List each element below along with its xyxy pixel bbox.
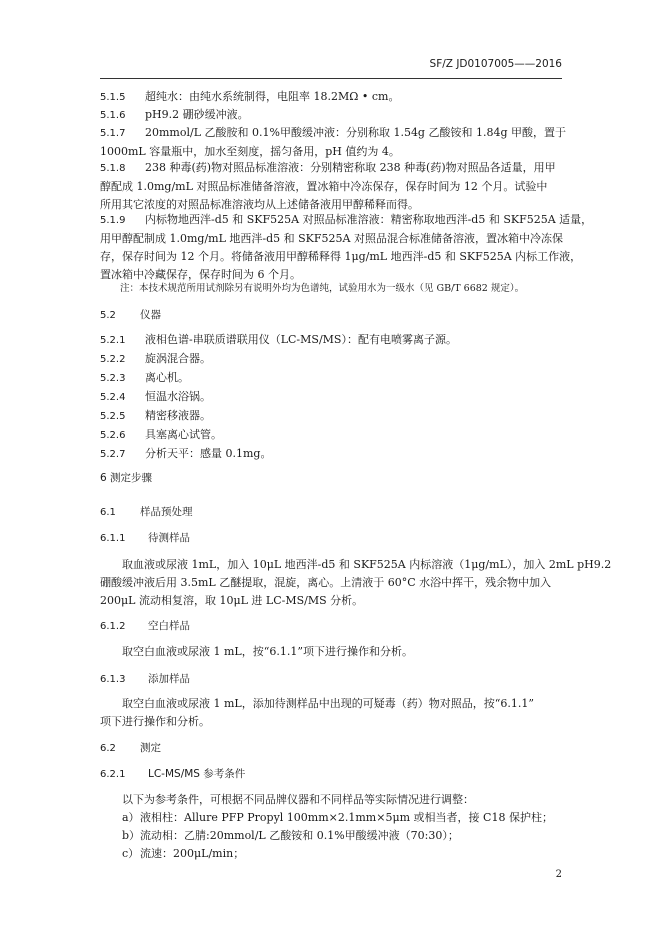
clause-text: 20mmol/L 乙酸胺和 0.1%甲酸缓冲液：分别称取 1.54g 乙酸铵和 1.84g 甲酸，置于 <box>145 126 567 139</box>
document-id: SF/Z JD0107005——2016 <box>429 58 562 70</box>
list-text: 液相柱：Allure PFP Propyl 100mm×2.1mm×5μm 或相当者，接 C18 保护柱； <box>140 811 553 824</box>
section-6-heading <box>100 469 562 487</box>
clause-text: 用甲醇配制成 1.0mg/mL 地西泮-d5 和 SKF525A 对照品混合标准储备溶液，置冰箱中冷冻保 <box>100 232 563 245</box>
section-title: 样品预处理 <box>140 506 193 518</box>
instrument-item <box>100 350 562 369</box>
section-6-2-1-heading <box>100 765 562 784</box>
clause-text: pH9.2 硼砂缓冲液。 <box>145 108 249 121</box>
section-6-1-1-heading <box>100 529 562 548</box>
paragraph-line: 项下进行操作和分析。 <box>100 715 210 728</box>
section-6-2-heading <box>100 739 562 758</box>
clause-text: 旋涡混合器。 <box>145 352 211 365</box>
clause-number: 5.2.4 <box>100 392 126 403</box>
clause-number: 5.2.3 <box>100 373 126 384</box>
instrument-item <box>100 388 562 407</box>
section-title: 空白样品 <box>148 620 190 632</box>
section-number: 6.1 <box>100 507 116 518</box>
reagent-5-1-8 <box>100 159 562 214</box>
list-text: 流动相：乙腈:20mmol/L 乙酸铵和 0.1%甲酸缓冲液（70:30）； <box>140 829 459 842</box>
section-number: 6.1.2 <box>100 621 126 632</box>
section-5-2-heading <box>100 306 562 325</box>
clause-number: 5.2.6 <box>100 430 126 441</box>
paragraph-line: 以下为参考条件，可根据不同品牌仪器和不同样品等实际情况进行调整： <box>122 793 474 806</box>
clause-text: 离心机。 <box>145 371 189 384</box>
section-title: 添加样品 <box>148 673 190 685</box>
paragraph-line: 硼酸缓冲液后用 3.5mL 乙醚提取，混旋，离心。上清液于 60°C 水浴中挥干，残余物中加入 <box>100 576 552 589</box>
condition-item <box>100 845 562 863</box>
clause-text: 置冰箱中冷藏保存，保存时间为 6 个月。 <box>100 268 301 281</box>
paragraph-line: 取空白血液或尿液 1 mL，添加待测样品中出现的可疑毒（药）物对照品，按“6.1.1” <box>122 697 534 710</box>
paragraph-line: 取空白血液或尿液 1 mL，按“6.1.1”项下进行操作和分析。 <box>122 645 413 658</box>
section-number: 6.2.1 <box>100 769 126 780</box>
instrument-item <box>100 445 562 464</box>
section-title: 测定步骤 <box>110 472 153 484</box>
clause-number: 5.2.7 <box>100 449 126 460</box>
reagent-note: 注：本技术规范所用试剂除另有说明外均为色谱纯，试验用水为一级水（见 GB/T 6682 规定）。 <box>120 283 525 294</box>
section-6-1-3-body <box>100 695 562 731</box>
page-number: 2 <box>555 869 562 880</box>
section-title: 待测样品 <box>148 532 190 544</box>
condition-item <box>100 809 562 827</box>
section-6-1-3-heading <box>100 670 562 689</box>
clause-text: 存，保存时间为 12 个月。将储备液用甲醇稀释得 1μg/mL 地西泮-d5 和 SKF525A 内标工作液， <box>100 250 582 263</box>
instrument-item <box>100 369 562 388</box>
clause-number: 5.2.2 <box>100 354 126 365</box>
list-label: a） <box>122 811 140 824</box>
instrument-item <box>100 331 562 350</box>
section-number: 6 <box>100 472 107 484</box>
clause-number: 5.1.9 <box>100 215 126 226</box>
section-number: 5.2 <box>100 310 116 321</box>
clause-text: 超纯水：由纯水系统制得，电阻率 18.2MΩ • cm。 <box>145 90 400 103</box>
list-label: b） <box>122 829 141 842</box>
reagent-5-1-5 <box>100 88 562 107</box>
clause-text: 所用其它浓度的对照品标准溶液均从上述储备液用甲醇稀释而得。 <box>100 198 419 211</box>
paragraph-line: 取血液或尿液 1mL，加入 10μL 地西泮-d5 和 SKF525A 内标溶液（1μg/mL），加入 2mL pH9.2 <box>122 558 612 571</box>
section-6-1-2-heading <box>100 617 562 636</box>
clause-number: 5.2.1 <box>100 335 126 346</box>
clause-text: 恒温水浴锅。 <box>145 390 211 403</box>
section-number: 6.1.3 <box>100 674 126 685</box>
clause-text: 238 种毒(药)物对照品标准溶液：分别精密称取 238 种毒(药)物对照品各适量，用甲 <box>145 161 556 174</box>
reagent-5-1-9 <box>100 211 593 284</box>
clause-text: 液相色谱-串联质谱联用仪（LC-MS/MS）：配有电喷雾离子源。 <box>145 333 457 346</box>
section-number: 6.1.1 <box>100 533 126 544</box>
section-title: 仪器 <box>140 309 161 321</box>
reagent-5-1-6 <box>100 106 562 125</box>
section-number: 6.2 <box>100 743 116 754</box>
reagent-5-1-7 <box>100 124 567 161</box>
section-6-1-2-body <box>100 643 562 661</box>
clause-text: 1000mL 容量瓶中，加水至刻度，摇匀备用，pH 值约为 4。 <box>100 145 400 158</box>
clause-number: 5.1.8 <box>100 163 126 174</box>
list-text: 流速：200μL/min； <box>140 847 245 860</box>
clause-number: 5.1.5 <box>100 92 126 103</box>
clause-number: 5.2.5 <box>100 411 126 422</box>
section-6-2-1-body <box>100 791 562 863</box>
clause-number: 5.1.6 <box>100 110 126 121</box>
clause-text: 分析天平：感量 0.1mg。 <box>145 447 272 460</box>
section-6-1-1-body <box>100 556 612 610</box>
clause-text: 具塞离心试管。 <box>145 428 222 441</box>
condition-item <box>100 827 562 845</box>
clause-text: 精密移液器。 <box>145 409 211 422</box>
header-rule <box>100 78 562 79</box>
section-title: LC-MS/MS 参考条件 <box>148 768 246 780</box>
clause-text: 内标物地西泮-d5 和 SKF525A 对照品标准溶液：精密称取地西泮-d5 和 SKF525A 适量， <box>145 213 593 226</box>
section-title: 测定 <box>140 742 161 754</box>
paragraph-line: 200μL 流动相复溶，取 10μL 进 LC-MS/MS 分析。 <box>100 594 364 607</box>
clause-text: 醇配成 1.0mg/mL 对照品标准储备溶液，置冰箱中冷冻保存，保存时间为 12 个月。试验中 <box>100 180 548 193</box>
list-label: c） <box>122 847 140 860</box>
instrument-list <box>100 331 562 464</box>
instrument-item <box>100 426 562 445</box>
instrument-item <box>100 407 562 426</box>
section-6-1-heading <box>100 503 562 522</box>
clause-number: 5.1.7 <box>100 128 126 139</box>
